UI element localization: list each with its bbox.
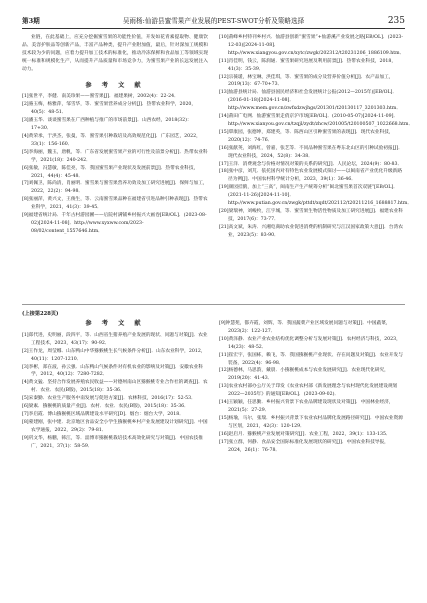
reference-item: [17]张立群，何静．食品安全国际标准化发展现状的研究[J]．中国农业科技导报，2024，26(1)：76-78． [219, 439, 389, 453]
reference-item: [4]黄荣承，于洪杰，张曼，等．蜜雪果引种栽培及高效规范化[J]．广东园艺，2022，33(1)：156-160． [22, 133, 201, 147]
page-number: 235 [387, 16, 405, 26]
reference-item: [9]福建省统计局．千年古村游园圃——后院村满铺乡村振兴大画卷[EB/OL]．(2023-08-02)[2024-11-08]．http://www.xyxww.com/2023-08/02/content_1557646.htm． [22, 213, 207, 234]
reference-item: [7]刘佩卫，陈尚清，肖丽明．蜜雪果与蜜雪果营养功效及加工研究进展[J]．保鲜与加工，2022，22(2)：94-98． [22, 181, 208, 195]
reference-item: [5]李海丽，魏玉，唐帆，等．广东省发展蜜雪果产业的可行性及前景分析[J]．热带农业科学，2021(18)：240-242． [22, 149, 208, 163]
references-heading: 参 考 文 献 [85, 320, 145, 327]
reference-item: [12]宗葆瑗，林宝琳，洪佳琪，等．蜜雪果的成分及营养价值分析[J]．农产品加工，2019(13)：67-70+73． [219, 74, 394, 88]
reference-item: [15]杨瑜，马尔，张瑞．乡村振兴背景下农业农村品牌化发展路径研究[J]．中国农业资源与区划，2021，42(3)：120-129． [219, 415, 403, 429]
reference-item: [4]黄文猛．坚持合作发展养殖农民收益——对德州南山区猕猴桃专业合作社的调查[J]．农村．农业．农民(B版)，2015(18)：35-36． [22, 380, 208, 394]
reference-item: [14]莆田广电网．仙游蜜雪果走俏京沪市场[EB/OL]．(2010-05-07)[2024-11-09]．http://www.xianyou.gov.cn/tzqjl/zydt/zhcw/201005/t20100507_1022668.htm． [219, 114, 414, 127]
reference-item: [16]赵启月．猕猴桃产业发展对策研究[J]．农业工程，2022，39(1)：133-135． [219, 431, 391, 437]
reference-item: [3]潘玉华．谈谈蜜雪果在广西种植与推广的市场前景[J]．山西农经，2018(32)：17+30． [22, 118, 192, 132]
reference-item: [12]杨德林，马思韵，戴晨．小猕猴桃成本与农业发展研究[J]．农业现代化研究，2019(20)：41-43． [219, 368, 389, 382]
reference-item: [8]蒙建刚，张中建．北京地区食品安全小学生猕猴桃乡村产业发展建设计划研究[J]．中国农学通报，2022，29(2)：79-81． [22, 419, 208, 433]
reference-item: [9]巩文华，杨鹏，韩江，等．淄博市猕猴桃栽培技术高效化研究与对策[J]．中国农技推广，2021，37(1)：58-59． [22, 435, 203, 449]
top-right-column [219, 34, 414, 240]
reference-item: [13]仙游县统计局．仙游县国民经济和社会发展统计公报(2012—2015年)[EB/OL]．(2016-01-18)[2024-11-08]．http://www.mem.gov.cn/zwfxdzwjhgs/201301/t20130117_3201303.htm． [219, 90, 402, 112]
reference-item: [1]张世平，李健．南美珍果——蜜雪果[J]．福建果树，2002(4)：22-24． [22, 94, 179, 100]
reference-item: [20]梁瑞神，刘峻枚，江宇城，等．蜜雪果生物活性物质及加工研究进展[J]．福建农业科技，2017(6)：73-77． [219, 208, 403, 222]
reference-item: [19]颜园挂鹤，加上“三高”，闽南生产生产统筹分析“闽北蜜雪果首次双链”[EB/OL]．(2021-11-26)[2024-11-10]．http://www.putian.gov.cn/zwgk/pttdt/xqdt/202112/t20211216_1688817.htm． [219, 185, 413, 207]
reference-item: [15]覃康园，张德坤，郑建英，等．陈西山区引种蜜雪果的表现[J]．现代农业科技，2020(12)：74-76． [219, 129, 394, 143]
reference-item: [10]莆峰乡村特刊乡村兴．仙游县创新“蜜雪果”+仙游溪产业发展之路[EB/OL]．(2023-12-03)[2024-11-08]．http://www.xiangyou.gov.cn/xytc/zwgk/202312/t20231206_1886109.htm． [219, 35, 405, 56]
reference-item: [13]农业农村部办公厅关于印发《农业农村部《新发展理念与农村现代化发展建设规划2022—2035年》的通知[EB/OL]．(2023-09-02)． [219, 384, 398, 398]
continued-from-tag: (上接第228页) [22, 311, 59, 317]
references-heading: 参 考 文 献 [85, 81, 145, 89]
section-divider [22, 304, 405, 305]
reference-item: [21]高文斌，朱涛．兴湘电商助农业促进消费的机制研究与江汉国家政策大意[J]．台湾农业，2023(5)：83-90． [219, 224, 403, 238]
reference-item: [2]王作龙，周莹娜．山东鸭山中华猕猴桃生长气候条件分析[J]．山东农业科学，2012，40(11)：1207-1210． [22, 348, 206, 362]
top-left-column [22, 34, 208, 236]
bottom-left-column [22, 320, 208, 451]
reference-list [22, 93, 208, 235]
reference-item: [1]郑代进，史明丽，段四平，等．山西省生猪养殖产业发展的现状、问题与对策[J]．农业工程技术，2023，43(17)：90-92． [22, 332, 208, 346]
reference-item: [14]王颖颖，任思勤．乡村振兴背景下农业品牌建设现状及对策[J]．中国林业经济，2021(5)：27-29． [219, 400, 394, 413]
reference-item: [6]张敏，冯慧敏，陈佳亮，等．我国蜜雪果产业现状及发展前景[J]．热带农业科技，2021，44(4)：45-48． [22, 165, 199, 179]
reference-list [219, 34, 414, 240]
reference-item: [7]李启霞．博山猕猴桃区域品牌建设水平研究[D]．烟台：烟台大学，2018． [22, 411, 184, 417]
reference-item: [18]张中彦，刘芃．依托国内对有特色农业发展模式探讨——以闽南省产业优化升级新路径为例[J]．中国农村科学统计分析，2023，39(1)：36-46． [219, 169, 403, 183]
reference-item: [11]崔宏宇，张国栋，赖飞，等．我国猕猴桃产业现状、存在问题及对策[J]．农业开发与装备，2022(4)：96-98． [219, 352, 403, 366]
reference-item: [17]王洋．消费观念与价格对情况对策的关系的研究[J]．人民论坛，2024(9)：80-83． [219, 161, 403, 167]
reference-item: [16]张献英，刘海红，曾嘉，张艺等．不同品种蜜雪果在粤东北山区的引种试验初报[J]．现代农业科技，2024，52(8)：34-38． [219, 145, 403, 159]
running-title: 吴雨杨:仙游县蜜雪果产业发展的PEST-SWOT分析及策略选择 [122, 17, 305, 25]
reference-item: [10]黄泽静．农业产业农业结构优化调整分析与发展对策[J]．农村经济与科技，2023，14(23)：48-52． [219, 336, 401, 350]
reference-item: [8]张丽萍，黄兴文，王俊生，等．云南蜜雪果品种在福建省引进品种引种表现[J]．热带农业科学，2021，41(3)：39-45． [22, 197, 208, 211]
bottom-right-column [219, 320, 405, 454]
page-header [22, 14, 405, 29]
reference-item: [3]李彬，郑在波，孙云强．山东鸭山气候条件对有机农业的影响及对策[J]．安徽农业科学，2012，40(12)：7280-7282． [22, 364, 203, 378]
body-paragraph: 业链，在此基础上，应充分挖掘蜜雪果的功能性价值，开发如花青素提取物、健康饮品、美容护肤品等创新产品，丰富产品种类，提升产业附加值，最后，针对深加工规模和技术较为少的问题，应着力提升加工技术的标准化，推动冷冻保鲜和食品加工等领域实现统一标准和规模化生产，从而提升产品质量和市场竞争力，为蜜雪果产业的长远发展注入动力。 [22, 35, 208, 72]
issue-number: 第3期 [22, 17, 40, 25]
reference-item: [9]钟慧苑，都卉霞，刘辉，等．我国蔬菜产业区域发展问题与对策[J]．中国蔬菜，2023(2)：122-127． [219, 321, 391, 334]
reference-list [219, 320, 405, 454]
reference-item: [5]宋秦勤．农业生产服务中南发展与促进方案[J]．农林科技，2016(17)：52-53． [22, 396, 196, 402]
reference-list [22, 332, 208, 451]
reference-item: [11]肖佳明，钱云，陈润通．蜜雪果研究进展及利用前景[J]．热带农业科技，2018，41(3)：35-39． [219, 58, 397, 72]
reference-item: [2]骆玉梅，杨雅萍，邹雪华，等．蜜雪果营养成分分析[J]．热带农业科学，2020，40(5)：48-51． [22, 102, 197, 116]
reference-item: [6]梁素．猕猴桃的质量产业[J]．农村．农业．农民(B版)，2015(18)：35-36． [22, 404, 189, 410]
